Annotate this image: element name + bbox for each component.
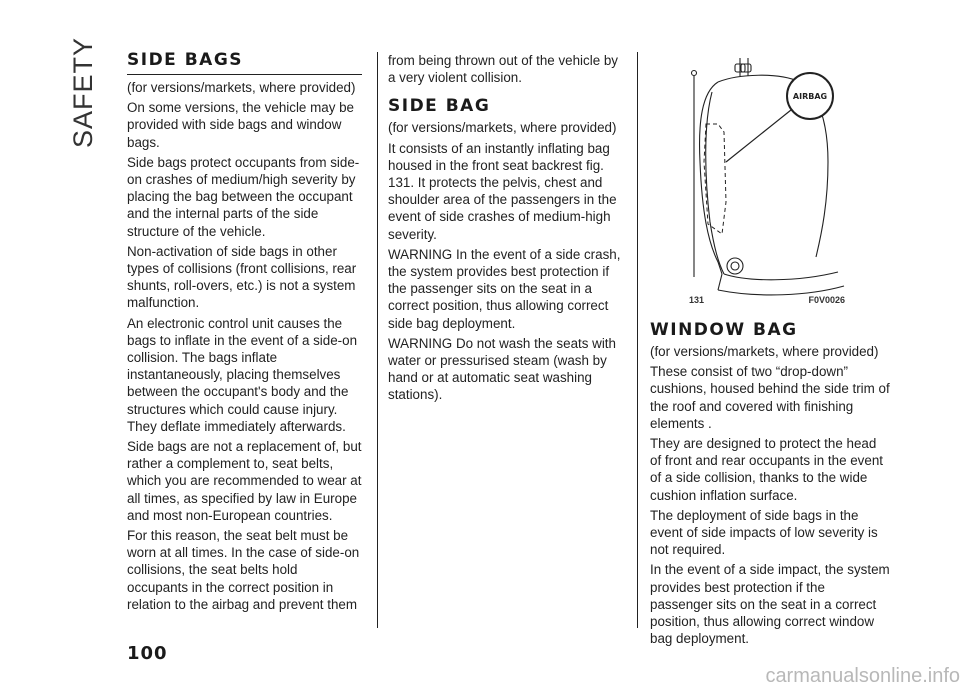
paragraph: They are designed to protect the head of front and rear occupants in the event of a side collision, thanks to the wide cushion inflation surface. <box>650 436 883 503</box>
section-heading-side-bag: SIDE BAG <box>388 96 491 117</box>
section-tab <box>64 36 104 148</box>
warning-paragraph: WARNING In the event of a side crash, the system provides best protection if the passenger sits on the seat in a correct position, thus allowing correct side bag deployment. <box>388 246 621 331</box>
paragraph: Side bags protect occupants from side-on crashes of medium/high severity by placing the bag between the occupant and the internal parts of the side structure of the vehicle. <box>127 154 360 239</box>
paragraph: For this reason, the seat belt must be worn at all times. In the case of side-on collisions, the seat belts hold occupants in the correct position in relation to the airbag and prevent them <box>127 528 360 612</box>
paragraph: (for versions/markets, where provided) <box>127 80 356 95</box>
paragraph: It consists of an instantly inflating bag housed in the front seat backrest fig. 131. It protects the pelvis, chest and shoulder area of the passengers in the event of side crashes of medium-high severity. <box>388 140 617 242</box>
column-divider <box>377 52 378 628</box>
paragraph: (for versions/markets, where provided) <box>388 120 617 136</box>
column-3 <box>650 318 890 650</box>
seat-airbag-illustration <box>688 52 846 310</box>
figure-code: F0V0026 <box>808 295 845 305</box>
watermark[interactable]: carmanualsonline.info <box>765 665 960 687</box>
section-tab-label: SAFETY <box>68 36 99 148</box>
column-1 <box>127 50 362 616</box>
airbag-label: AIRBAG <box>792 92 828 101</box>
paragraph: On some versions, the vehicle may be provided with side bags and window bags. <box>127 100 355 150</box>
warning-paragraph: WARNING Do not wash the seats with water or pressurised steam (wash by hand or at automatic seat washing stations). <box>388 335 616 403</box>
column-divider <box>637 52 638 628</box>
section-heading-window-bag: WINDOW BAG <box>650 320 798 340</box>
paragraph: (for versions/markets, where provided) <box>650 344 879 359</box>
page-number: 100 <box>127 643 168 664</box>
paragraph-continuation: from being thrown out of the vehicle by a very violent collision. <box>388 53 619 86</box>
paragraph: The deployment of side bags in the event of side impacts of low severity is not required. <box>650 507 878 558</box>
paragraph: An electronic control unit causes the bags to inflate in the event of a side-on collision. The bags inflate instantaneously, placing themselves between the occupant's body and the structures which could cause injury. They deflate immediately afterwards. <box>127 315 358 434</box>
paragraph: Side bags are not a replacement of, but rather a complement to, seat belts, which you are recommended to wear at all times, as specified by law in Europe and most non-European countries. <box>127 439 362 523</box>
paragraph: In the event of a side impact, the system provides best protection if the passenger sits on the seat in a correct position, thus allowing correct window bag deployment. <box>650 562 890 647</box>
section-heading-side-bags: SIDE BAGS <box>127 50 362 75</box>
paragraph: Non-activation of side bags in other types of collisions (front collisions, rear shunts, roll-overs, etc.) is not a system malfunction. <box>127 243 357 311</box>
figure-caption <box>689 295 845 307</box>
column-2 <box>388 52 628 407</box>
paragraph: These consist of two “drop-down” cushions, housed behind the side trim of the roof and covered with finishing elements . <box>650 364 890 431</box>
figure-number: 131 <box>689 295 705 305</box>
